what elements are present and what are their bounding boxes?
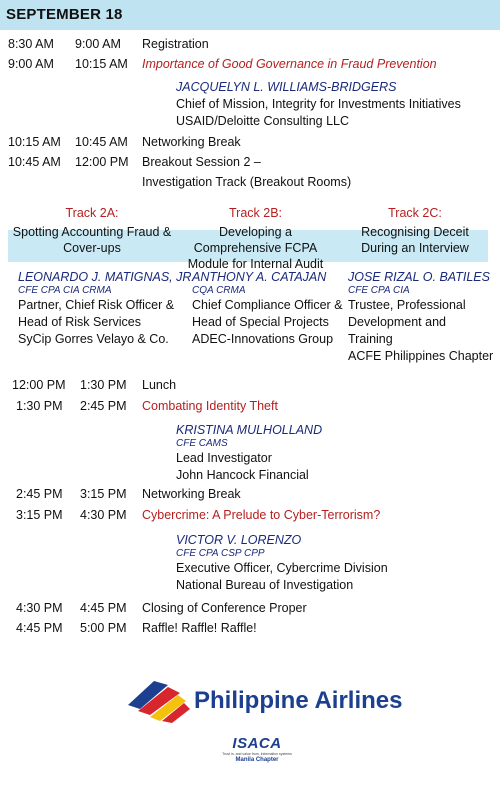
schedule-row: 4:30 PM 4:45 PM Closing of Conference Proper [16, 601, 307, 615]
isaca-wordmark: ISACA [232, 735, 282, 752]
pal-wordmark: Philippine Airlines [194, 687, 403, 714]
speaker-catajan: ANTHONY A. CATAJAN CQA CRMA Chief Compliance Officer & Head of Special Projects ADEC-Innovations Group [192, 270, 343, 346]
schedule-row: 9:00 AM 10:15 AM Importance of Good Governance in Fraud Prevention [8, 57, 437, 71]
date-header [0, 0, 500, 30]
schedule-row: 3:15 PM 4:30 PM Cybercrime: A Prelude to Cyber-Terrorism? [16, 508, 381, 522]
isaca-chapter: Manila Chapter [235, 757, 279, 763]
speaker-williams: JACQUELYN L. WILLIAMS-BRIDGERS Chief of Mission, Integrity for Investments Initiatives USAID/Deloitte Consulting LLC [176, 80, 461, 128]
schedule-row: 10:15 AM 10:45 AM Networking Break [8, 135, 241, 149]
speaker-batiles: JOSE RIZAL O. BATILES CFE CPA CIA Trustee, Professional Development and Training ACFE Philippines Chapter [348, 270, 494, 363]
speaker-mulholland: KRISTINA MULHOLLAND CFE CAMS Lead Investigator John Hancock Financial [176, 423, 323, 482]
track-2c-header: Track 2C: Recognising Deceit During an Interview [361, 206, 469, 255]
track-2b-header: Track 2B: Developing a Comprehensive FCPA Module for Internal Audit [187, 206, 324, 271]
schedule-row-cont: Investigation Track (Breakout Rooms) [142, 175, 352, 189]
schedule-row: 8:30 AM 9:00 AM Registration [8, 37, 209, 51]
track-2a-header: Track 2A: Spotting Accounting Fraud & Cover-ups [12, 206, 172, 255]
isaca-tagline: Trust in, and value from, information systems [222, 752, 292, 756]
isaca-logo [222, 735, 292, 783]
speaker-matignas: LEONARDO J. MATIGNAS, JR. CFE CPA CIA CRMA Partner, Chief Risk Officer & Head of Risk Services SyCip Gorres Velayo & Co. [18, 270, 195, 346]
speaker-lorenzo: VICTOR V. LORENZO CFE CPA CSP CPP Executive Officer, Cybercrime Division National Bureau of Investigation [176, 533, 388, 592]
schedule-row: 2:45 PM 3:15 PM Networking Break [16, 487, 241, 501]
philippine-airlines-logo [128, 675, 408, 725]
date-title: SEPTEMBER 18 [6, 6, 123, 23]
schedule-row: 4:45 PM 5:00 PM Raffle! Raffle! Raffle! [16, 621, 257, 635]
schedule-row: 10:45 AM 12:00 PM Breakout Session 2 – [8, 155, 261, 169]
schedule-row: 1:30 PM 2:45 PM Combating Identity Theft [16, 399, 278, 413]
schedule-row: 12:00 PM 1:30 PM Lunch [12, 378, 177, 392]
